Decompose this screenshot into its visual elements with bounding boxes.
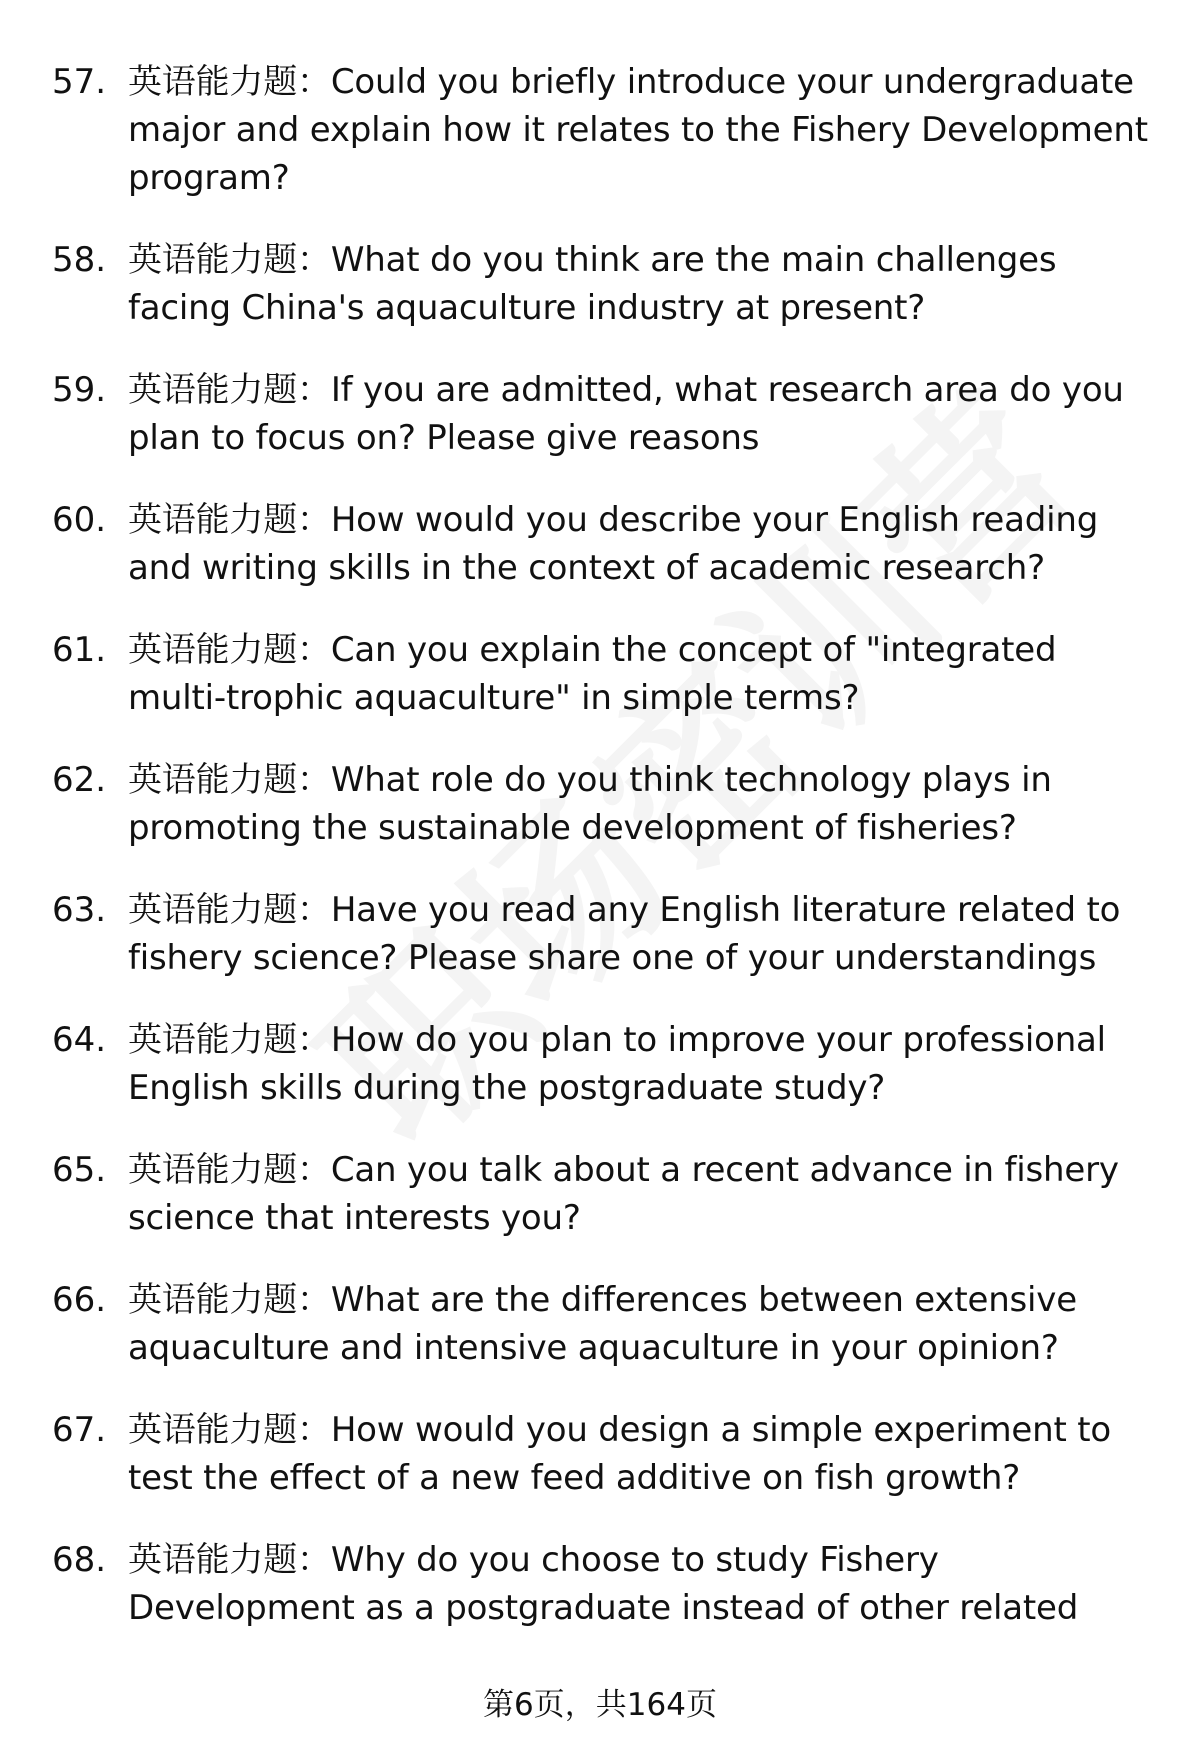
question-65 bbox=[52, 1146, 1160, 1242]
question-58 bbox=[52, 236, 1160, 332]
question-body bbox=[128, 366, 1160, 462]
question-body bbox=[128, 236, 1160, 332]
question-text: What are the differences between extensive aquaculture and intensive aquaculture in your opinion? bbox=[128, 1280, 1077, 1368]
question-category: 英语能力题： bbox=[128, 1150, 331, 1190]
question-number: 64. bbox=[52, 1020, 107, 1060]
question-category: 英语能力题： bbox=[128, 62, 331, 102]
question-category: 英语能力题： bbox=[128, 1410, 331, 1450]
question-number: 67. bbox=[52, 1410, 107, 1450]
page-number-footer: 第6页，共164页 bbox=[483, 1687, 717, 1723]
question-body bbox=[128, 1146, 1160, 1242]
question-text: What do you think are the main challenges facing China's aquaculture industry at present? bbox=[128, 240, 1057, 328]
question-60 bbox=[52, 496, 1160, 592]
question-68 bbox=[52, 1536, 1160, 1632]
question-body bbox=[128, 756, 1160, 852]
question-text: If you are admitted, what research area do you plan to focus on? Please give reasons bbox=[128, 370, 1124, 458]
question-text: Can you explain the concept of "integrated multi-trophic aquaculture" in simple terms? bbox=[128, 630, 1057, 718]
question-category: 英语能力题： bbox=[128, 500, 331, 540]
question-number: 60. bbox=[52, 500, 107, 540]
question-text: What role do you think technology plays in promoting the sustainable development of fisheries? bbox=[128, 760, 1052, 848]
question-62 bbox=[52, 756, 1160, 852]
question-text: Why do you choose to study Fishery Development as a postgraduate instead of other related bbox=[128, 1540, 1079, 1628]
question-number: 66. bbox=[52, 1280, 107, 1320]
question-57 bbox=[52, 58, 1160, 202]
question-body bbox=[128, 1276, 1160, 1372]
question-number: 62. bbox=[52, 760, 107, 800]
question-number: 57. bbox=[52, 62, 107, 102]
question-category: 英语能力题： bbox=[128, 1020, 331, 1060]
question-number: 65. bbox=[52, 1150, 107, 1190]
question-63 bbox=[52, 886, 1160, 982]
question-body bbox=[128, 1016, 1160, 1112]
question-text: How do you plan to improve your professional English skills during the postgraduate study? bbox=[128, 1020, 1106, 1108]
question-body bbox=[128, 496, 1160, 592]
question-number: 59. bbox=[52, 370, 107, 410]
question-body bbox=[128, 886, 1160, 982]
question-text: Have you read any English literature related to fishery science? Please share one of your understandings bbox=[128, 890, 1121, 978]
question-category: 英语能力题： bbox=[128, 240, 331, 280]
question-category: 英语能力题： bbox=[128, 1280, 331, 1320]
question-number: 61. bbox=[52, 630, 107, 670]
question-body bbox=[128, 626, 1160, 722]
question-text: How would you design a simple experiment to test the effect of a new feed additive on fish growth? bbox=[128, 1410, 1111, 1498]
question-list bbox=[52, 58, 1160, 1632]
question-64 bbox=[52, 1016, 1160, 1112]
question-body bbox=[128, 58, 1160, 202]
question-text: Could you briefly introduce your undergraduate major and explain how it relates to the Fishery Development program? bbox=[128, 62, 1148, 198]
question-59 bbox=[52, 366, 1160, 462]
question-67 bbox=[52, 1406, 1160, 1502]
question-category: 英语能力题： bbox=[128, 630, 331, 670]
question-number: 58. bbox=[52, 240, 107, 280]
question-body bbox=[128, 1406, 1160, 1502]
question-text: How would you describe your English reading and writing skills in the context of academic research? bbox=[128, 500, 1099, 588]
question-text: Can you talk about a recent advance in fishery science that interests you? bbox=[128, 1150, 1119, 1238]
question-category: 英语能力题： bbox=[128, 760, 331, 800]
question-category: 英语能力题： bbox=[128, 1540, 331, 1580]
question-body bbox=[128, 1536, 1160, 1632]
question-number: 63. bbox=[52, 890, 107, 930]
question-category: 英语能力题： bbox=[128, 890, 331, 930]
question-61 bbox=[52, 626, 1160, 722]
question-category: 英语能力题： bbox=[128, 370, 331, 410]
question-66 bbox=[52, 1276, 1160, 1372]
question-number: 68. bbox=[52, 1540, 107, 1580]
